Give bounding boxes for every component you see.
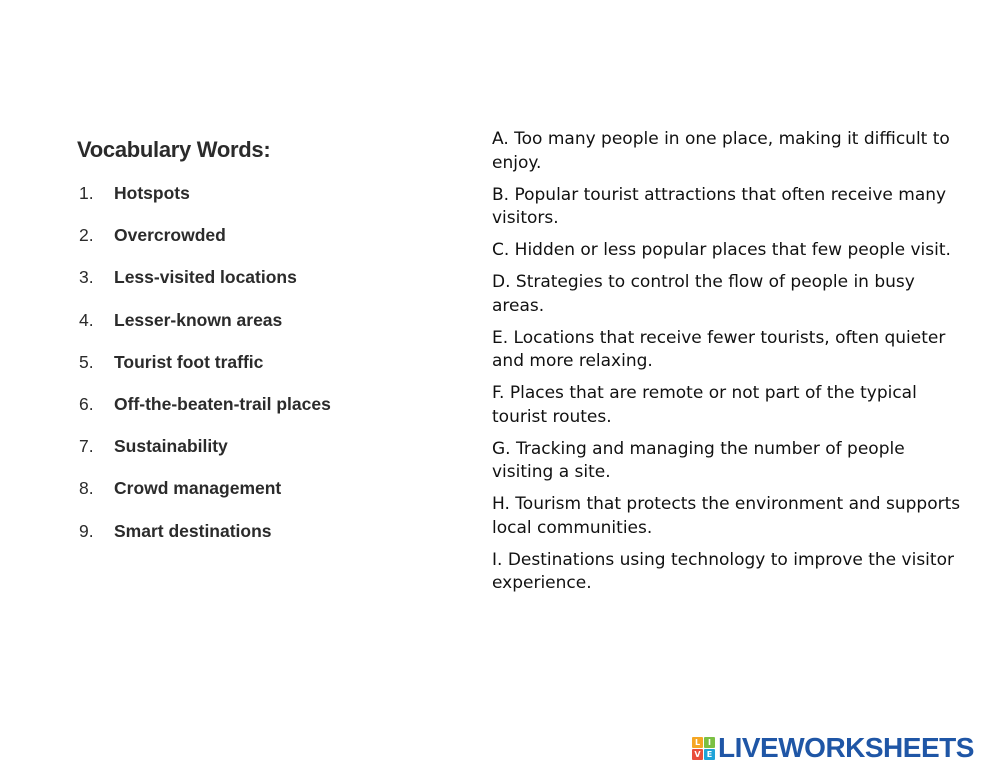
vocab-word: Sustainability (114, 436, 228, 457)
vocab-word: Hotspots (114, 183, 190, 203)
vocab-word: Less-visited locations (114, 267, 297, 288)
definition-item: A. Too many people in one place, making it difficult to enjoy. (492, 129, 950, 173)
vocab-number: 4. (79, 309, 94, 330)
vocab-item (79, 436, 331, 478)
vocab-word: Lesser-known areas (114, 309, 283, 330)
vocab-item (79, 521, 331, 563)
definition-item: G. Tracking and managing the number of people visiting a site. (492, 438, 905, 482)
definition-item: H. Tourism that protects the environment and supports local communities. (492, 494, 961, 538)
vocab-word: Off-the-beaten-trail places (114, 393, 331, 414)
logo-letter-l: L (692, 737, 703, 748)
vocab-item (79, 310, 331, 352)
definitions-list (492, 128, 962, 604)
logo-letter-i: I (704, 737, 715, 748)
vocab-item (79, 267, 331, 309)
vocab-word: Smart destinations (114, 520, 272, 541)
liveworksheets-logo (692, 733, 974, 763)
definition-item: F. Places that are remote or not part of the typical tourist routes. (492, 383, 917, 427)
vocab-number: 5. (79, 351, 94, 372)
vocab-item (79, 225, 331, 267)
vocab-number: 3. (79, 267, 94, 288)
vocab-number: 8. (79, 478, 94, 499)
logo-text: LIVEWORKSHEETS (718, 732, 974, 763)
vocab-number: 7. (79, 436, 94, 457)
definition-item: B. Popular tourist attractions that often receive many visitors. (492, 184, 947, 228)
vocab-item (79, 394, 331, 436)
definition-item: I. Destinations using technology to improve the visitor experience. (492, 549, 954, 593)
vocab-number: 2. (79, 225, 94, 246)
logo-mark-icon (692, 737, 715, 760)
vocab-word: Tourist foot traffic (114, 351, 264, 372)
definition-item: C. Hidden or less popular places that few people visit. (492, 240, 951, 260)
definition-item: E. Locations that receive fewer tourists, often quieter and more relaxing. (492, 327, 946, 371)
vocab-item (79, 352, 331, 394)
vocab-word: Crowd management (114, 478, 282, 499)
logo-letter-e: E (704, 749, 715, 760)
definition-item: D. Strategies to control the flow of people in busy areas. (492, 272, 915, 316)
vocabulary-heading: Vocabulary Words: (77, 137, 271, 162)
vocab-number: 6. (79, 393, 94, 414)
vocab-item (79, 183, 331, 225)
logo-letter-v: V (692, 749, 703, 760)
vocab-number: 9. (79, 520, 94, 541)
vocab-item (79, 478, 331, 520)
vocab-word: Overcrowded (114, 225, 226, 246)
vocab-number: 1. (79, 183, 94, 203)
vocabulary-list (79, 183, 331, 563)
